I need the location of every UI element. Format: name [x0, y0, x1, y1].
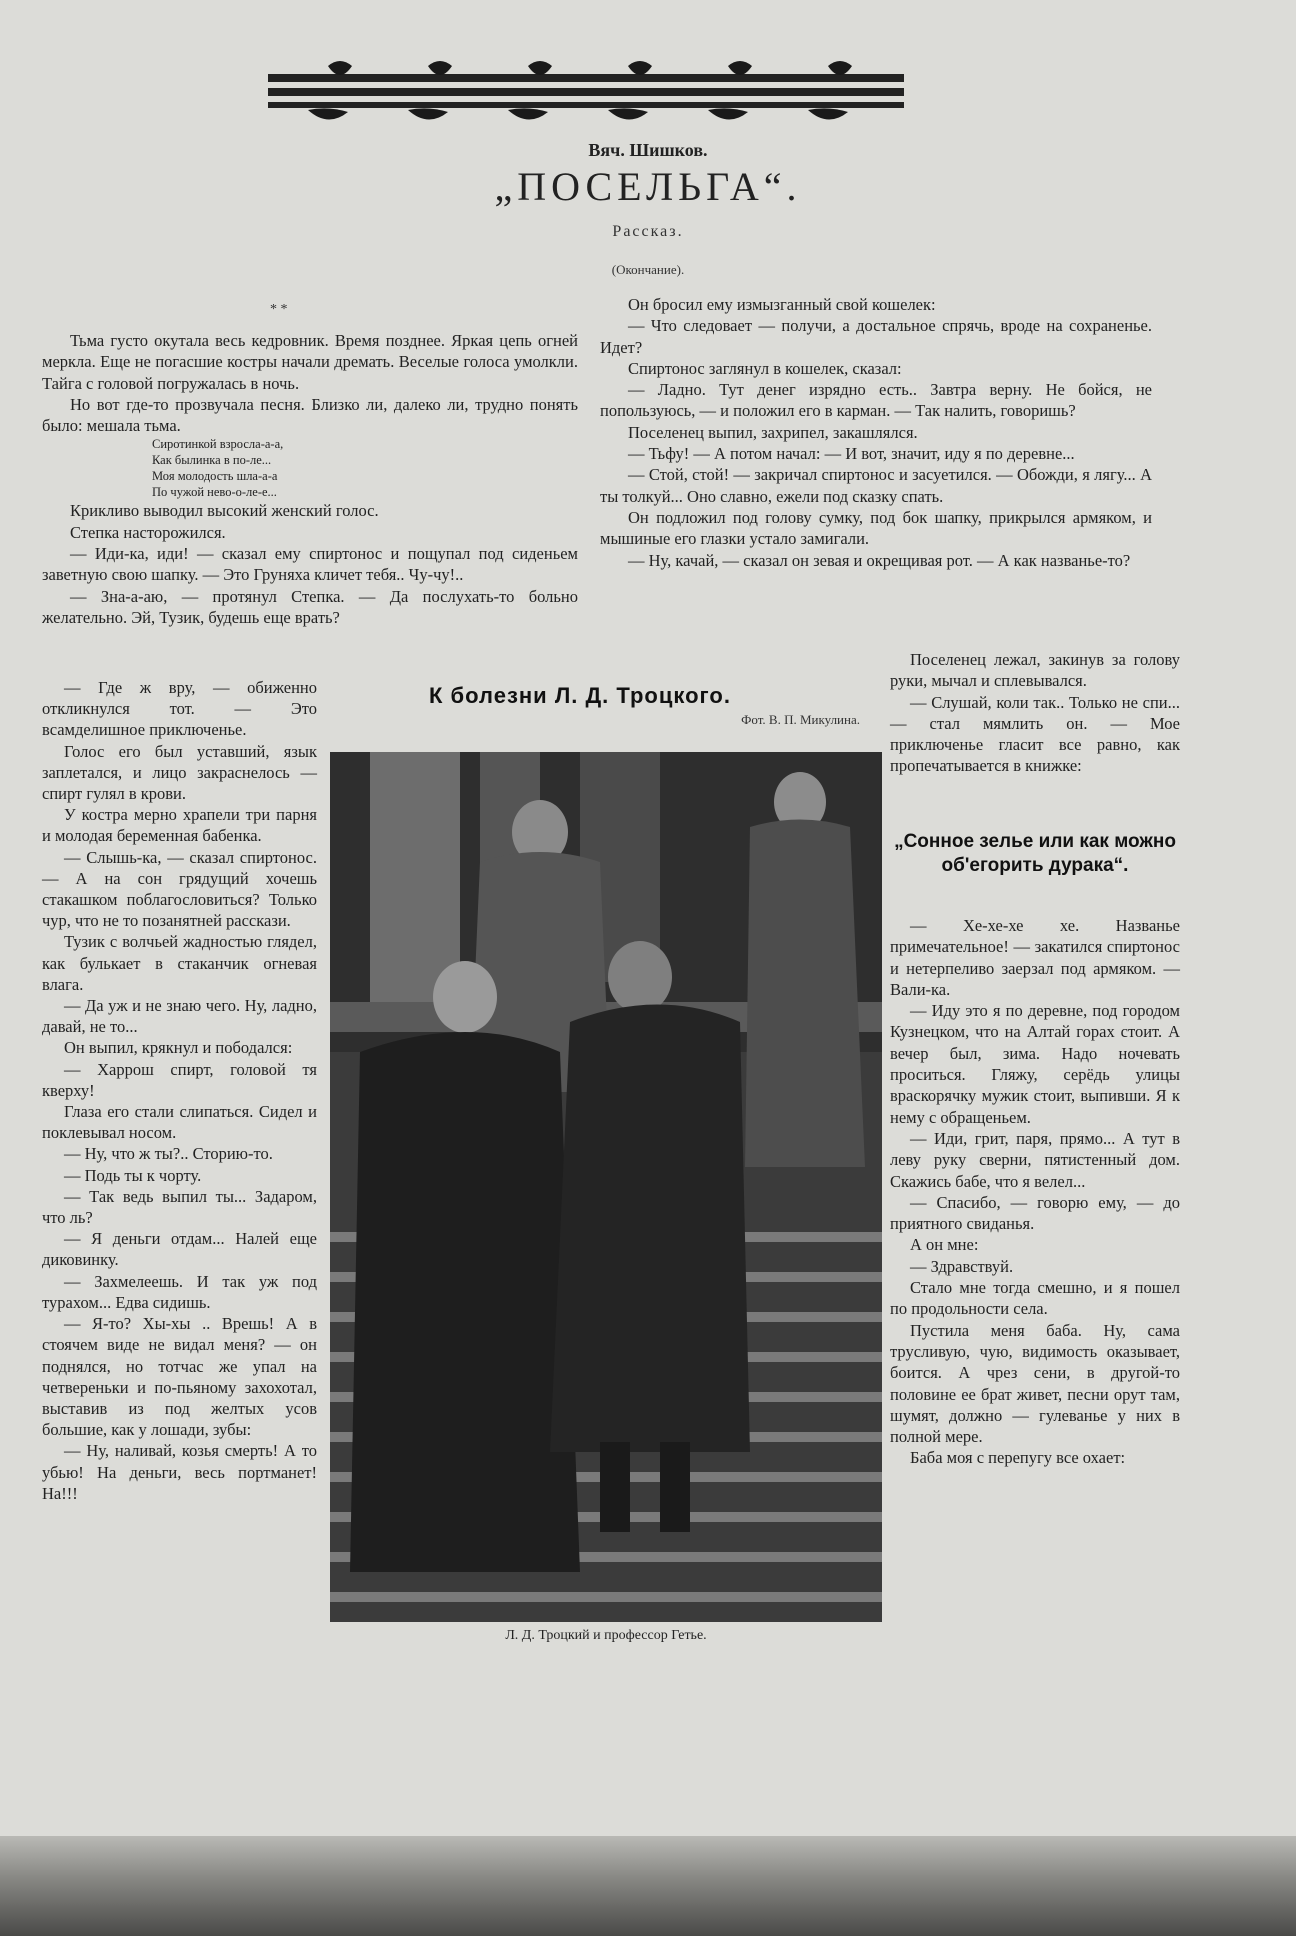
paragraph: — Тьфу! — А потом начал: — И вот, значит, иду я по деревне...: [628, 444, 1075, 464]
paragraph: — Захмелеешь. И так уж под турахом... Едва сидишь.: [42, 1271, 317, 1312]
paragraph: Стало мне тогда смешно, и я пошел по продольности села.: [890, 1278, 1180, 1319]
paragraph: Поселенец лежал, закинув за голову руки, мычал и сплевывался.: [890, 650, 1180, 691]
paragraph: Спиртонос заглянул в кошелек, сказал:: [628, 358, 902, 378]
paragraph: — Иди, грит, паря, прямо... А тут в леву руку сверни, пятистенный дом. Скажись бабе, что я велел...: [890, 1128, 1180, 1191]
text-column-2: [600, 294, 1152, 571]
paragraph: — Слушай, коли так.. Только не спи... — стал мямлить он. — Мое приключенье гласит все равно, как пропечатывается в книжке:: [890, 692, 1180, 776]
paragraph: — Харрош спирт, головой тя кверху!: [42, 1059, 317, 1100]
text-column-1: [42, 330, 578, 628]
photo-image: [330, 752, 882, 1622]
paragraph: — Ладно. Тут денег изрядно есть.. Завтра верну. Не бойся, не попользуюсь, — и положил его в карман. — Так налить, говоришь?: [600, 380, 1152, 421]
paragraph: Но вот где-то прозвучала песня. Близко ли, далеко ли, трудно понять было: мешала тьма.: [42, 394, 578, 436]
trotsky-photo: [330, 752, 882, 1622]
paragraph: — Иди-ка, иди! — сказал ему спиртонос и пощупал под сиденьем заветную свою шапку. — Это Груняха кличет тебя.. Чу-чу!..: [42, 544, 578, 585]
paragraph: У костра мерно храпели три парня и молодая беременная бабенка.: [42, 805, 317, 846]
paragraph: Он подложил под голову сумку, под бок шапку, прикрылся армяком, и мышиные его глазки устало замигали.: [600, 507, 1152, 549]
paragraph: Тьма густо окутала весь кедровник. Время позднее. Яркая цепь огней меркла. Еще не погасшие костры начали дремать. Веселые голоса умолкли. Тайга с головой погружалась в ночь.: [42, 331, 578, 393]
paragraph: — Хе-хе-хе хе. Названье примечательное! — закатился спиртонос и нетерпеливо заерзал под армяком. — Вали-ка.: [890, 916, 1180, 999]
paragraph: — Да уж и не знаю чего. Ну, ладно, давай, не то...: [42, 996, 317, 1037]
photo-heading: К болезни Л. Д. Троцкого.: [429, 683, 731, 708]
paragraph: Баба моя с перепугу все охает:: [910, 1448, 1126, 1468]
inner-story-title: „Сонное зелье или как можно об'егорить дурака“.: [894, 831, 1176, 876]
paragraph: — Слышь-ка, — сказал спиртонос. — А на сон грядущий хочешь стакашком поблагословиться? Только чур, что не то позанятней расскази.: [42, 847, 317, 931]
song-line: По чужой нево-о-ле-е...: [152, 485, 277, 500]
paragraph: Он выпил, крякнул и пободался:: [64, 1038, 293, 1058]
paragraph: Голос его был уставший, язык заплетался, и лицо закраснелось — спирт гулял в крови.: [42, 741, 317, 804]
section-stars: * *: [270, 302, 288, 317]
text-column-3: [890, 915, 1180, 1469]
paragraph: — Ну, что ж ты?.. Сторию-то.: [64, 1144, 273, 1164]
song-line: Моя молодость шла-а-а: [152, 469, 278, 484]
paragraph: — Где ж вру, — обиженно откликнулся тот. — Это всамделишное приключенье.: [42, 678, 317, 740]
genre-label: Рассказ.: [612, 223, 684, 240]
paragraph: — Я деньги отдам... Налей еще диковинку.: [42, 1229, 317, 1270]
paragraph: А он мне:: [910, 1235, 979, 1255]
floral-ornament-icon: [268, 60, 904, 130]
paragraph: Степка насторожился.: [70, 522, 226, 542]
paragraph: — Здравствуй.: [910, 1256, 1014, 1276]
paragraph: Глаза его стали слипаться. Сидел и поклевывал носом.: [42, 1102, 317, 1143]
paragraph: — Ну, наливай, козья смерть! А то убью! На деньги, весь портманет! На!!!: [42, 1441, 317, 1503]
song-line: Сиротинкой взросла-а-а,: [152, 437, 284, 452]
paragraph: Он бросил ему измызганный свой кошелек:: [628, 295, 936, 314]
page-bottom-edge: [0, 1836, 1296, 1936]
paragraph: — Стой, стой! — закричал спиртонос и засуетился. — Обожди, я лягу... А ты толкуй... Оно славно, ежели под сказку спать.: [600, 465, 1152, 506]
author-name: Вяч. Шишков.: [588, 140, 708, 160]
paragraph: Тузик с волчьей жадностью глядел, как булькает в стаканчик огневая влага.: [42, 932, 317, 994]
paragraph: Пустила меня баба. Ну, сама трусливую, чую, видимость оказывает, боится. А чрез сени, в другой-то половине ее брат живет, песни орут там, шумят, должно — гулеванье у них в полной мере.: [890, 1320, 1180, 1447]
paragraph: — Так ведь выпил ты... Задаром, что ль?: [42, 1186, 317, 1228]
paragraph: — Спасибо, — говорю ему, — до приятного свиданья.: [890, 1192, 1180, 1234]
story-title: „ПОСЕЛЬГА“.: [494, 164, 802, 209]
paragraph: — Зна-а-аю, — протянул Степка. — Да послухать-то больно желательно. Эй, Тузик, будешь еще врать?: [42, 586, 578, 627]
song-line: Как былинка в по-ле...: [152, 453, 272, 468]
paragraph: Крикливо выводил высокий женский голос.: [70, 501, 379, 521]
paragraph: — Что следовает — получи, а достальное спрячь, вроде на сохраненье. Идет?: [600, 316, 1152, 357]
text-column-1-narrow: [42, 677, 317, 1504]
text-column-3-top: [890, 649, 1180, 777]
paragraph: — Иду это я по деревне, под городом Кузнецком, что на Алтай горах стоит. А вечер был, зима. Надо ночевать проситься. Гляжу, серёдь улицы враскорячку мужик стоит, выпивши. Я к нему с обращеньем.: [890, 1001, 1180, 1127]
continuation-note: (Окончание).: [611, 262, 685, 277]
photo-credit: Фот. В. П. Микулина.: [741, 712, 860, 727]
paragraph: — Я-то? Хы-хы .. Врешь! А в стоячем виде не видал меня? — он поднялся, но тотчас же упал на четвереньки и по-пьяному захохотал, выставив из под желтых усов большие, как у лошади, зубы:: [42, 1314, 317, 1440]
paragraph: — Подь ты к чорту.: [64, 1165, 202, 1185]
paragraph: Поселенец выпил, захрипел, закашлялся.: [628, 422, 918, 442]
photo-caption: Л. Д. Троцкий и профессор Гетье.: [505, 1628, 707, 1643]
paragraph: — Ну, качай, — сказал он зевая и окрещивая рот. — А как названье-то?: [628, 550, 1131, 570]
